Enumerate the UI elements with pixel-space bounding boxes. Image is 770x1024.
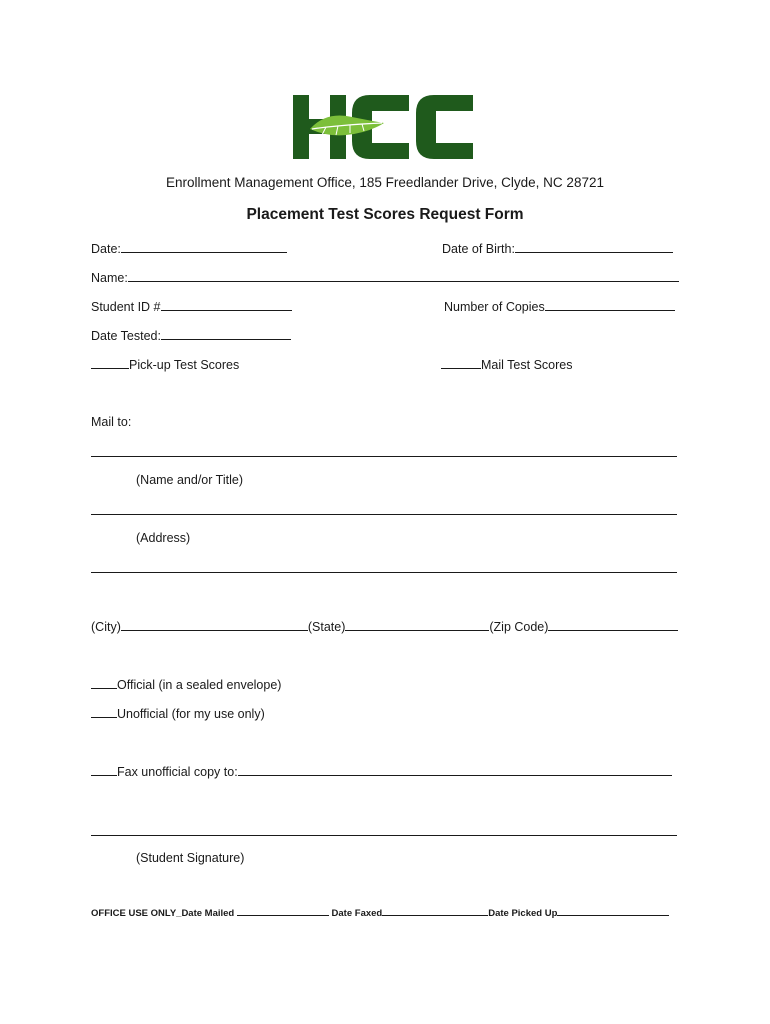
unofficial-blank[interactable]: [91, 705, 117, 718]
signature-line[interactable]: [91, 835, 677, 836]
office-use-row: [91, 905, 669, 922]
office-use-label: OFFICE USE ONLY_Date Mailed: [91, 908, 235, 919]
official-option[interactable]: [91, 676, 281, 693]
zip-blank[interactable]: [548, 618, 678, 631]
official-label: Official (in a sealed envelope): [117, 678, 282, 692]
mail-label: Mail Test Scores: [481, 358, 573, 372]
fax-number-blank[interactable]: [238, 763, 672, 776]
copies-label: Number of Copies: [444, 300, 545, 314]
signature-caption: (Student Signature): [136, 851, 245, 865]
name-label: Name:: [91, 271, 128, 285]
copies-field[interactable]: [444, 298, 675, 315]
pickup-option[interactable]: [91, 356, 239, 373]
mail-to-label: Mail to:: [91, 415, 132, 429]
name-title-line[interactable]: [91, 456, 677, 457]
date-mailed-blank[interactable]: [237, 905, 329, 916]
address-line[interactable]: [91, 514, 677, 515]
unofficial-label: Unofficial (for my use only): [117, 707, 265, 721]
pickup-blank[interactable]: [91, 356, 129, 369]
fax-label: Fax unofficial copy to:: [117, 765, 238, 779]
date-tested-label: Date Tested:: [91, 329, 161, 343]
student-id-field[interactable]: [91, 298, 292, 315]
mail-option[interactable]: [441, 356, 572, 373]
date-field[interactable]: [91, 240, 287, 257]
date-blank[interactable]: [121, 240, 287, 253]
mail-blank[interactable]: [441, 356, 481, 369]
pickup-label: Pick-up Test Scores: [129, 358, 240, 372]
student-id-blank[interactable]: [161, 298, 292, 311]
date-picked-blank[interactable]: [557, 905, 669, 916]
state-label: (State): [307, 620, 346, 634]
city-state-zip-row[interactable]: [91, 618, 678, 635]
official-blank[interactable]: [91, 676, 117, 689]
date-tested-field[interactable]: [91, 327, 291, 344]
copies-blank[interactable]: [545, 298, 675, 311]
zip-label: (Zip Code): [489, 620, 549, 634]
dob-field[interactable]: [442, 240, 673, 257]
form-title: Placement Test Scores Request Form: [246, 206, 524, 223]
student-id-label: Student ID #: [91, 300, 161, 314]
date-faxed-label: Date Faxed: [331, 908, 383, 919]
dob-blank[interactable]: [515, 240, 673, 253]
date-picked-label: Date Picked Up: [488, 908, 558, 919]
city-blank[interactable]: [121, 618, 308, 631]
date-tested-blank[interactable]: [161, 327, 291, 340]
fax-field[interactable]: [91, 763, 672, 780]
fax-check-blank[interactable]: [91, 763, 117, 776]
city-label: (City): [91, 620, 121, 634]
name-title-caption: (Name and/or Title): [136, 473, 243, 487]
date-label: Date:: [91, 242, 121, 256]
office-address: Enrollment Management Office, 185 Freedlander Drive, Clyde, NC 28721: [166, 175, 604, 190]
name-field[interactable]: [91, 269, 679, 286]
dob-label: Date of Birth:: [442, 242, 515, 256]
address-caption: (Address): [136, 531, 191, 545]
date-faxed-blank[interactable]: [382, 905, 488, 916]
state-blank[interactable]: [345, 618, 489, 631]
hcc-logo-icon: [292, 93, 476, 161]
name-blank[interactable]: [128, 269, 679, 282]
address-line-2[interactable]: [91, 572, 677, 573]
unofficial-option[interactable]: [91, 705, 265, 722]
